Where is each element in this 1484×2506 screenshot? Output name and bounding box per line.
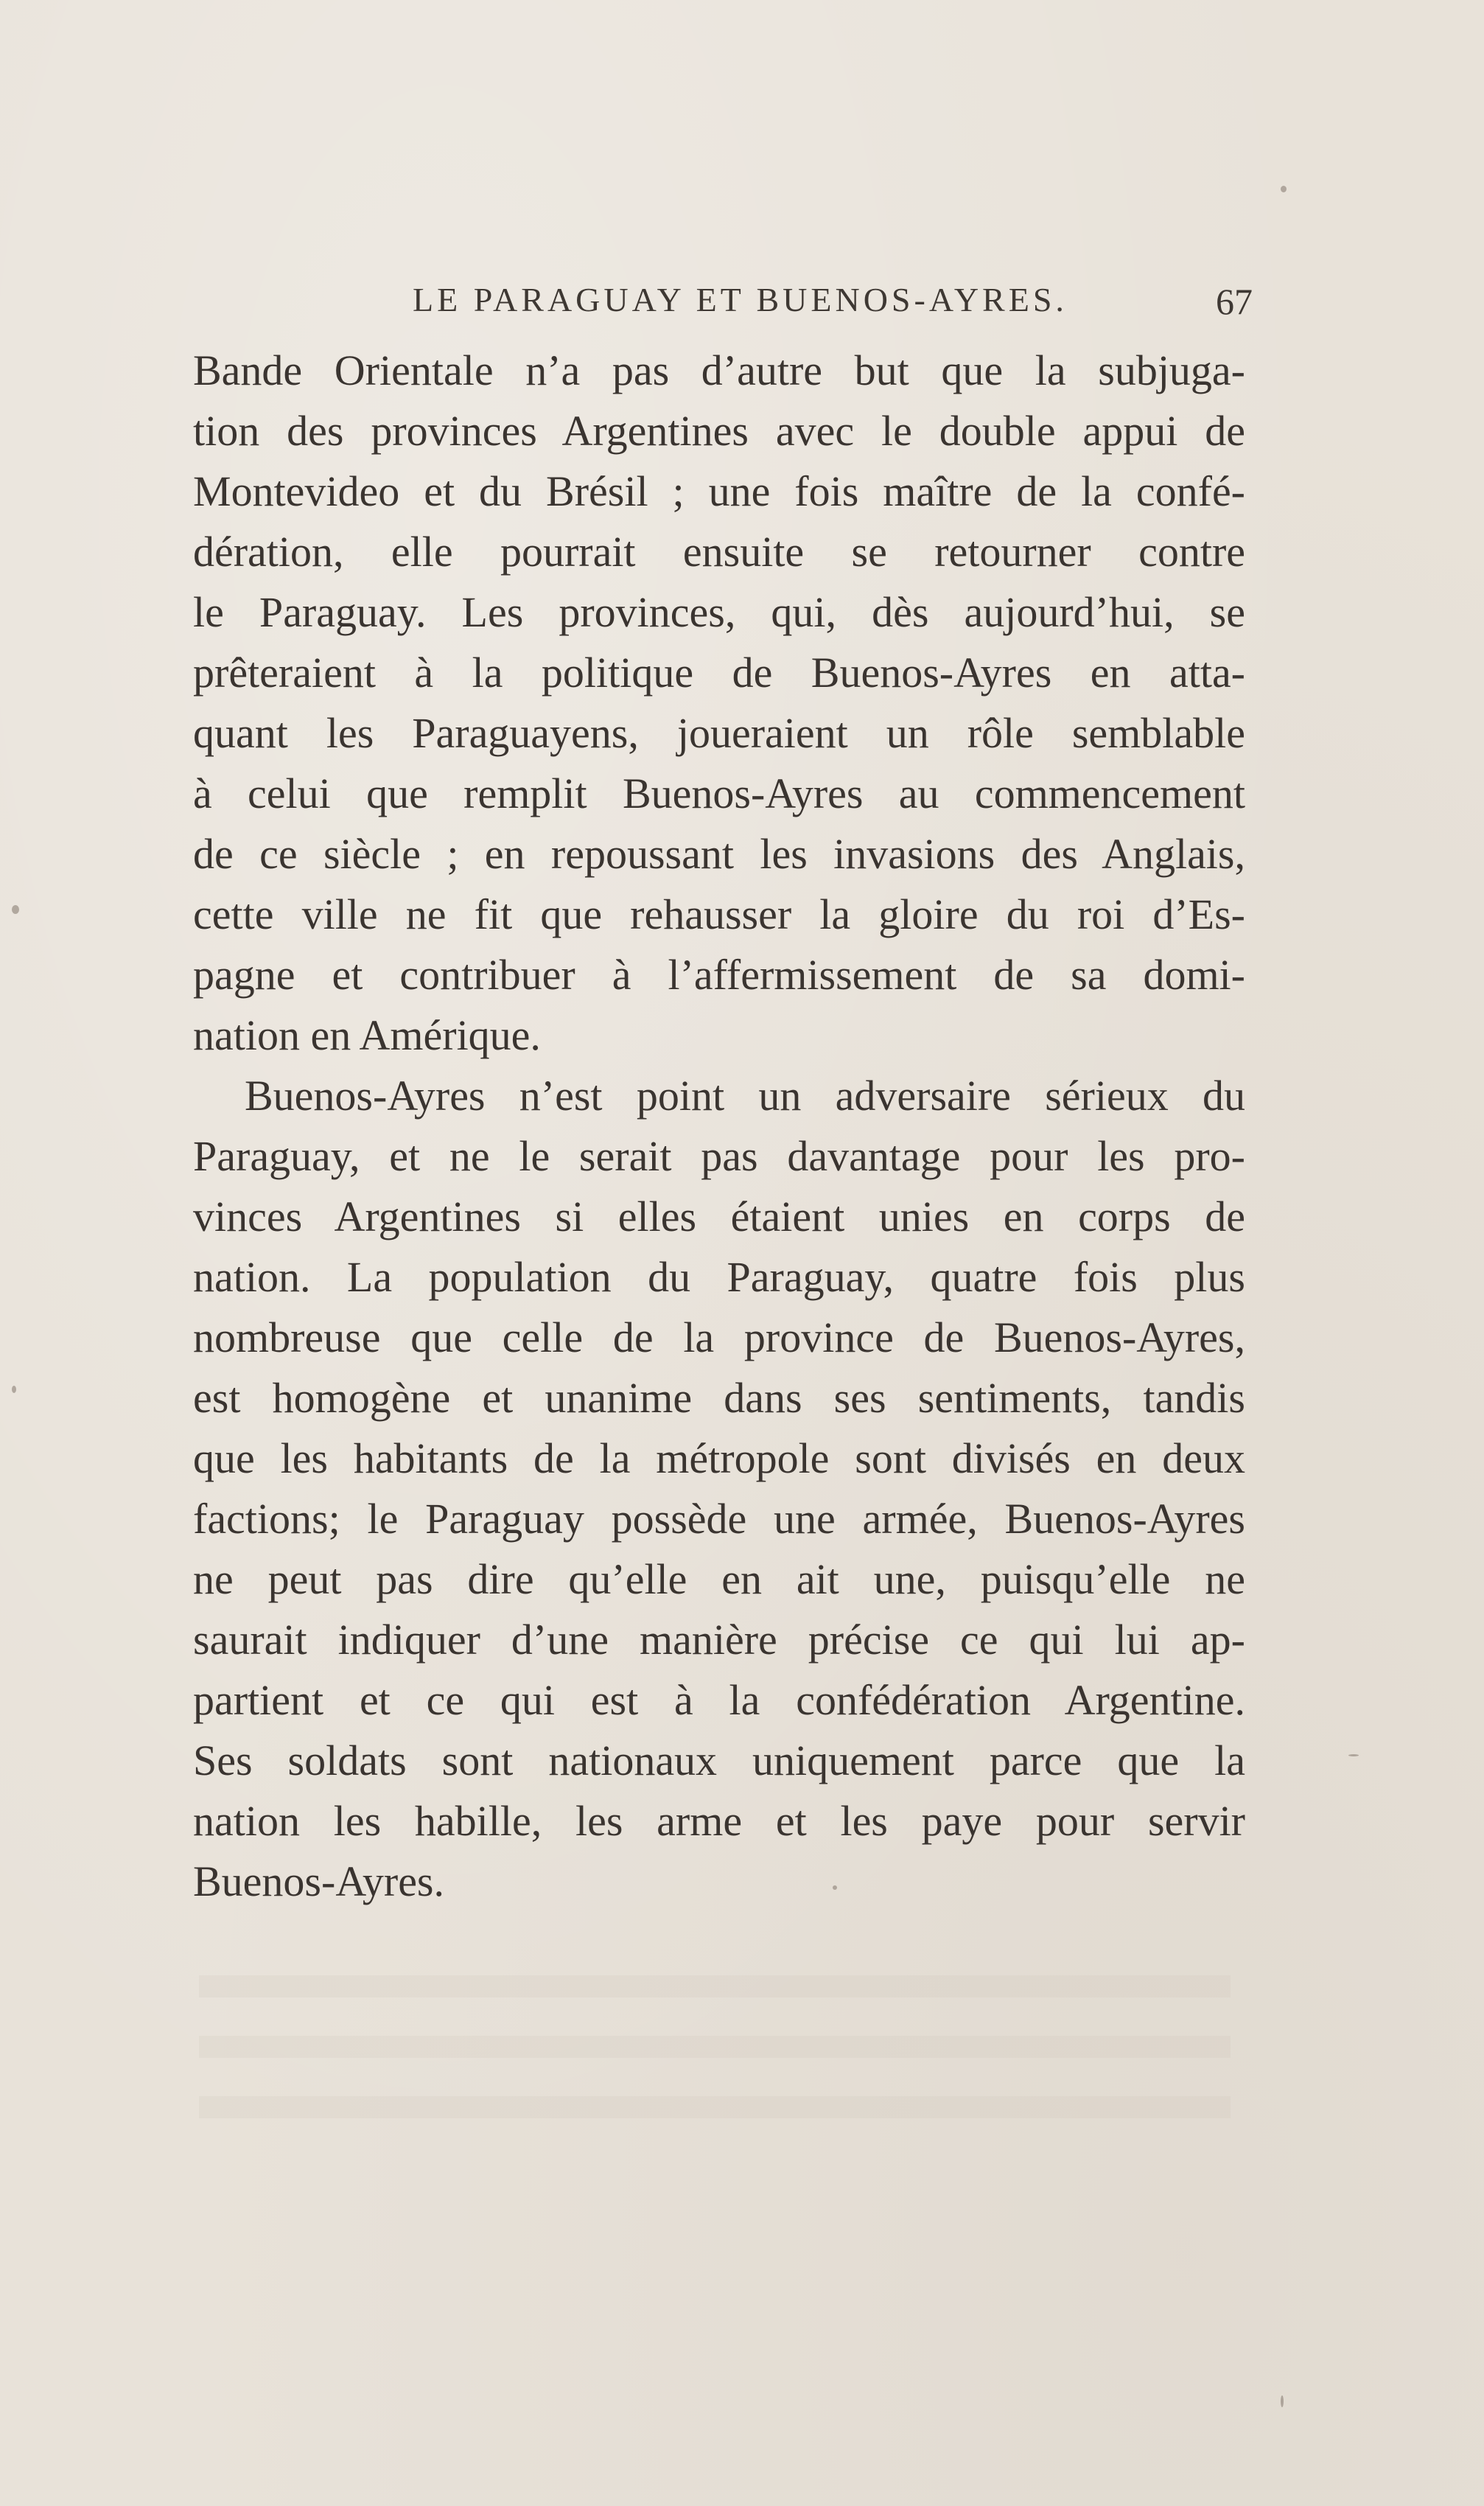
text-line: de ce siècle ; en repoussant les invasions des Anglais, <box>193 830 1245 878</box>
text-line: nation en Amérique. <box>193 1011 541 1059</box>
paper-speck <box>12 905 19 914</box>
text-line: Ses soldats sont nationaux uniquement parce que la <box>193 1737 1245 1784</box>
text-line: le Paraguay. Les provinces, qui, dès aujourd’hui, se <box>193 588 1245 636</box>
body-text <box>193 341 1245 1912</box>
text-line: Buenos-Ayres. <box>193 1857 445 1905</box>
running-head <box>192 280 1253 332</box>
text-line: nation. La population du Paraguay, quatre fois plus <box>193 1253 1245 1301</box>
running-title: LE PARAGUAY ET BUENOS-AYRES. <box>413 281 1068 318</box>
text-line: prêteraient à la politique de Buenos-Ayres en atta- <box>193 649 1245 697</box>
text-line: que les habitants de la métropole sont divisés en deux <box>193 1434 1245 1482</box>
text-line: factions; le Paraguay possède une armée, Buenos-Ayres <box>193 1495 1245 1543</box>
paragraph-1 <box>193 341 1245 1066</box>
text-line: Bande Orientale n’a pas d’autre but que la subjuga- <box>193 346 1245 394</box>
paper-speck <box>833 1885 837 1890</box>
paper-speck <box>1281 2395 1284 2407</box>
text-line: à celui que remplit Buenos-Ayres au commencement <box>193 769 1245 817</box>
text-line: ne peut pas dire qu’elle en ait une, puisqu’elle ne <box>193 1555 1245 1603</box>
paragraph-2 <box>193 1066 1245 1912</box>
text-line: vinces Argentines si elles étaient unies en corps de <box>193 1193 1245 1240</box>
paper-speck <box>1348 1754 1359 1756</box>
text-line: nombreuse que celle de la province de Buenos-Ayres, <box>193 1313 1245 1361</box>
page-number: 67 <box>1216 281 1253 322</box>
text-line: cette ville ne fit que rehausser la gloire du roi d’Es- <box>193 890 1245 938</box>
text-line: Montevideo et du Brésil ; une fois maître de la confé- <box>193 467 1245 515</box>
text-line: tion des provinces Argentines avec le double appui de <box>193 407 1245 455</box>
text-line: pagne et contribuer à l’affermissement de sa domi- <box>193 951 1245 999</box>
text-line: saurait indiquer d’une manière précise ce qui lui ap- <box>193 1616 1245 1664</box>
text-line: nation les habille, les arme et les paye pour servir <box>193 1797 1245 1845</box>
paper-speck <box>1281 186 1287 192</box>
text-line: Paraguay, et ne le serait pas davantage pour les pro- <box>193 1132 1245 1180</box>
text-line: Buenos-Ayres n’est point un adversaire sérieux du <box>245 1072 1245 1120</box>
paper-speck <box>12 1386 16 1393</box>
text-line: est homogène et unanime dans ses sentiments, tandis <box>193 1374 1245 1422</box>
show-through-text <box>199 1946 1231 2137</box>
text-line: partient et ce qui est à la confédération Argentine. <box>193 1676 1245 1724</box>
text-line: quant les Paraguayens, joueraient un rôle semblable <box>193 709 1245 757</box>
text-line: dération, elle pourrait ensuite se retourner contre <box>193 528 1245 576</box>
